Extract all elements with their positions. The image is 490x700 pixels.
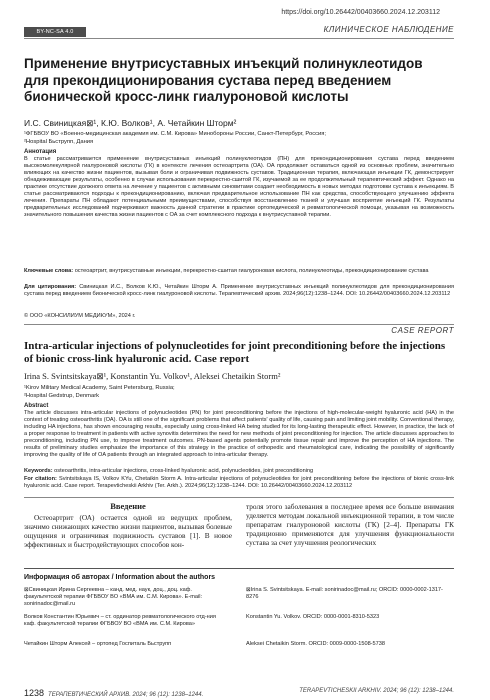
license-badge: BY-NC-SA 4.0 (24, 27, 86, 37)
page-number: 1238 (24, 688, 45, 698)
citation-ru (24, 284, 454, 298)
article-title-en: Intra-articular injections of polynucleotides for joint preconditioning before the injections of bionic cross-link hyaluronic acid. Case report (24, 340, 446, 365)
article-title-ru: Применение внутрисуставных инъекций полинуклеотидов для прекондиционирования сустава перед введением бионической кросс-линк гиалуроновой кислоты (24, 56, 423, 104)
authors-info-rule (24, 568, 454, 569)
author-3-en: Aleksei Chetaikin Storm. ORCID: 0009-0000-1508-5738 (246, 641, 385, 647)
footer-journal-ru: ТЕРАПЕВТИЧЕСКИЙ АРХИВ. 2024; 96 (12): 1238–1244. (48, 692, 204, 698)
authors-en: Irina S. Svintsitskaya⊠¹, Konstantin Yu. Volkov¹, Aleksei Chetaikin Storm² (24, 371, 281, 381)
author-2-ru: Волков Константин Юрьевич – ст. ординатор ревматологического отд-ния каф. факультетской терапии ФГБВОУ ВО «ВМА им. С.М. Кирова» (24, 614, 216, 627)
header-rule (24, 38, 454, 39)
author-1-en: ⊠Irina S. Svintsitskaya. E-mail: sonirinadoc@mail.ru; ORCID: 0000-0002-1317-8276 (246, 587, 443, 600)
keywords-en-text: osteoarthritis, intra-articular injections, cross-linked hyaluronic acid, polynucleotides, joint preconditioning (54, 468, 314, 474)
keywords-ru-text: остеоартрит, внутрисуставные инъекции, перекрестно-сшитая гиалуроновая кислота, полинуклеотиды, прекондиционирование сустава (74, 268, 429, 274)
author-2-en: Konstantin Yu. Volkov. ORCID: 0000-0001-8310-5323 (246, 614, 380, 620)
intro-text-right: троля этого заболевания в последнее время все больше внимания уделяется методам локальной инъекционной терапии, в том числе препаратам гиалуроновой кислоты (ГК) [2–4]. Препараты ГК традиционно применяются для улучшения функциональности сустава за счет улучшения реологических (246, 502, 454, 547)
abstract-en (24, 403, 454, 459)
keywords-en-label: Keywords: (24, 468, 53, 474)
intro-text-left: Остеоартрит (ОА) остается одной из ведущих проблем, значимо снижающих качество жизни пациентов, вызывая болевые ощущения и ограничивая подвижность суставов [1]. В новое эффективных и быстродействующих способов кон- (24, 513, 232, 549)
abstract-en-label: Abstract (24, 403, 49, 409)
citation-ru-text: Свиницкая И.С., Волков К.Ю., Четайкин Шторм А. Применение внутрисуставных инъекций полинуклеотидов для прекондиционирования сустава перед введением бионической кросс-линк гиалуроновой кислоты. Терапевтический архив. 2024;96(12):1238–1244. DOI: 10.26442/00403660.2024.12.203112 (24, 284, 454, 297)
citation-en-label: For citation: (24, 476, 57, 482)
citation-en (24, 476, 454, 490)
affiliation-ru-2: ²Hospital Бьструпп, Дания (24, 139, 94, 145)
authors-info-title: Информация об авторах / Information about the authors (24, 574, 216, 581)
body-column-left (24, 502, 232, 549)
doi-link[interactable]: https://doi.org/10.26442/00403660.2024.12.203112 (281, 9, 440, 16)
keywords-ru (24, 268, 454, 275)
body-column-right (246, 502, 454, 547)
section-rule (24, 324, 454, 325)
intro-heading: Введение (110, 501, 146, 511)
affiliation-ru-1: ¹ФГБВОУ ВО «Военно-медицинская академия им. С.М. Кирова» Минобороны России, Санкт-Петербург, Россия; (24, 131, 327, 137)
author-3-ru: Четайкин Шторм Алексей – ортопед Госпиталь Бьструпп (24, 641, 172, 647)
abstract-ru-text: В статье рассматривается применение внутрисуставных инъекций полинуклеотидов (ПН) для прекондиционирования сустава перед введением высокомолекулярной гиалуроновой кислоты (ГК) в контексте лечения остеоартрита (ОА). ОА продолжает оставаться одной из основных проблем, значительно влияющих на качество жизни пациентов, вызывая боли и ограничивая подвижность суставов. Традиционная терапия, включающая инъекции ГК, демонстрирует обнадеживающие результаты, особенно в случае использования перекрестно-сшитой ГК, изучаемой за ее продолжительный терапевтический эффект. Однако на практике отсутствие должного ответа на лечение у пациентов с активными синовитами создает необходимость в новых методах подготовки сустава к инъекциям. В статье рассматриваются подходы к прекондиционированию, включая предварительное использование ПН как средства, способствующего улучшению эффекта лечения. Препараты ПН обладают потенциальными преимуществами, способствуя восстановлению тканей и улучшая восприятие инъекций ГК. Результаты предварительных исследований подчеркивают важность данной стратегии в практике ортопедической и ревматологической помощи, указывая на возможность значительного повышения качества жизни пациентов с ОА за счет комплексного подхода к внутрисуставной терапии. (24, 156, 454, 218)
author-1-ru: ⊠Свиницкая Ирина Сергеевна – канд. мед. наук, доц., доц. каф. факультетской терапии ФГБВОУ ВО «ВМА им. С.М. Кирова». E-mail: sonirinadoc@mail.ru (24, 587, 203, 607)
abstract-ru-label: Аннотация (24, 149, 57, 155)
rubric-en: CASE REPORT (391, 326, 454, 335)
footer-left (24, 688, 203, 698)
body-rule (24, 497, 454, 498)
affiliation-en-2: ²Hospital Gedstrup, Denmark (24, 393, 100, 399)
abstract-ru (24, 149, 454, 219)
copyright: © ООО «КОНСИЛИУМ МЕДИКУМ», 2024 г. (24, 313, 136, 319)
keywords-en (24, 468, 454, 475)
rubric-ru: КЛИНИЧЕСКОЕ НАБЛЮДЕНИЕ (323, 25, 454, 34)
abstract-en-text: The article discusses intra-articular injections of polynucleotides (PN) for joint preconditioning before the injections of high-molecular-weight hyaluronic acid (HA) in the context of treating osteoarthritis (OA). OA is still one of the significant problems that affect patients' quality of life, causing pain and limiting joint mobility. Conventional therapy, including HA injections, has shown encouraging results, especially using cross-linked HA being studied for its long-lasting therapeutic effect. However, in practice, the lack of a proper response to treatment in patients with active synovitis determines the need for new methods of joint preconditioning for injection. The article discusses approaches to preconditioning, including PN use, to improve treatment outcomes. PN-based agents potentially promote tissue repair and improve the perception of HA injections. The results of preliminary studies emphasize the importance of this strategy in the practice of orthopedic and rheumatological care, indicating the possibility of significantly improving the quality of life of OA patients through an integrated approach to intra-articular therapy. (24, 410, 454, 458)
keywords-ru-label: Ключевые слова: (24, 268, 74, 274)
citation-ru-label: Для цитирования: (24, 284, 77, 290)
affiliation-en-1: ¹Kirov Military Medical Academy, Saint Petersburg, Russia; (24, 385, 175, 391)
authors-ru: И.С. Свиницкая⊠¹, К.Ю. Волков¹, А. Четайкин Шторм² (24, 118, 237, 128)
footer-journal-en: TERAPEVTICHESKII ARKHIV. 2024; 96 (12): 1238–1244. (299, 688, 454, 694)
citation-en-text: Svintsitskaya IS, Volkov KYu, Chetaikin Storm A. Intra-articular injections of polynucleotides for joint preconditioning before the injections of bionic cross-link hyaluronic acid. Case report. Terapevticheskii Arkhiv (Ter. Arkh.). 2024;96(12):1238–1244. DOI: 10.26442/00403660.2024.12.203112 (24, 476, 454, 489)
